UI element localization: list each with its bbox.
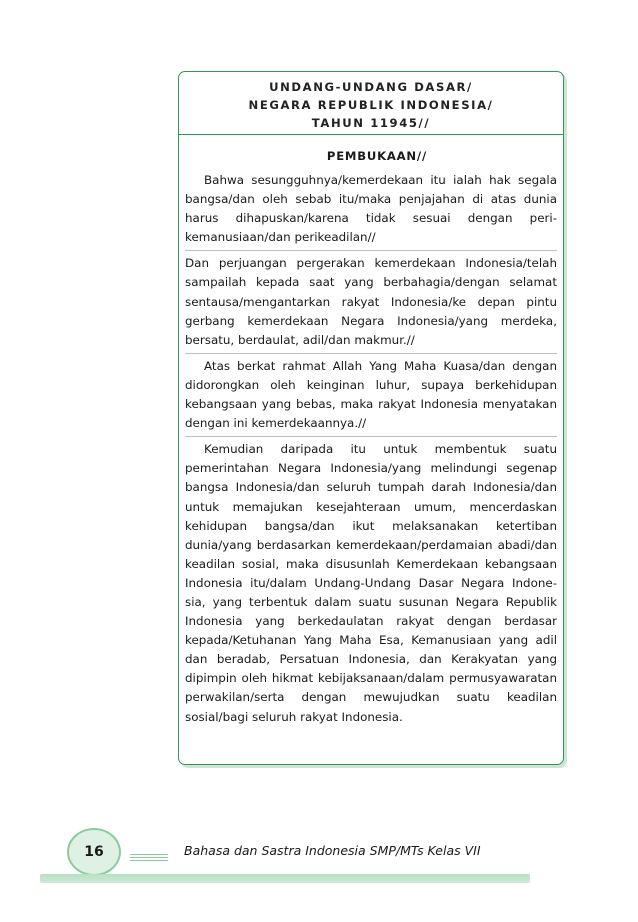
paragraph-3: Atas berkat rahmat Allah Yang Maha Kuasa/dan dengan didorongkan oleh keinginan luhur, supaya berkehidupan kebangsaan yang bebas, maka rakyat Indonesia menyatakan dengan ini kemerdekaannya.// <box>185 353 557 433</box>
book-title: Bahasa dan Sastra Indonesia SMP/MTs Kelas VII <box>184 843 481 858</box>
document-body <box>179 135 563 727</box>
page-number: 16 <box>84 844 104 860</box>
paragraph-2: Dan perjuangan pergerakan kemerdekaan Indonesia/telah sampailah kepada saat yang berbahagia/dengan selamat sentausa/mengantarkan rakyat Indonesia/ke depan pintu gerbang kemerdekaan Negara Indonesia/yang merdeka, bersatu, berdaulat, adil/dan makmur.// <box>185 250 557 349</box>
document-header <box>179 72 563 135</box>
footer-decoration <box>130 854 168 864</box>
header-line-2: NEGARA REPUBLIK INDONESIA/ <box>248 98 494 112</box>
preamble-box <box>178 71 564 765</box>
header-line-1: UNDANG-UNDANG DASAR/ <box>269 80 473 94</box>
paragraph-1: Bahwa sesungguhnya/kemerdekaan itu ialah hak segala bangsa/dan oleh sebab itu/maka penjajahan di atas dunia harus dihapuskan/karena tidak sesuai dengan peri-kemanusiaan/dan perikeadilan// <box>185 173 557 245</box>
section-title: PEMBUKAAN// <box>326 149 427 163</box>
header-line-3: TAHUN 11945// <box>311 116 431 130</box>
footer-bar <box>40 874 530 883</box>
paragraph-4: Kemudian daripada itu untuk membentuk suatu pemerintahan Negara Indonesia/yang melindungi segenap bangsa Indonesia/dan seluruh tumpah darah Indonesia/dan untuk memajukan kesejahteraan umum, mencerdaskan kehidupan bangsa/dan ikut melaksanakan ketertiban dunia/yang berdasarkan kemerdekaan/perdamaian abadi/dan keadilan sosial, maka disusunlah Kemerdekaan kebangsaan Indonesia itu/dalam Undang-Undang Dasar Negara Indone-sia, yang terbentuk dalam suatu susunan Negara Republik Indonesia yang berkedaulatan rakyat dengan berdasar kepada/Ketuhanan Yang Maha Esa, Kemanusiaan yang adil dan beradab, Persatuan Indonesia, dan Kerakyatan yang dipimpin oleh hikmat kebijaksanaan/dalam permusyawaratan perwakilan/serta dengan mewujudkan suatu keadilan sosial/bagi seluruh rakyat Indonesia. <box>185 436 557 726</box>
